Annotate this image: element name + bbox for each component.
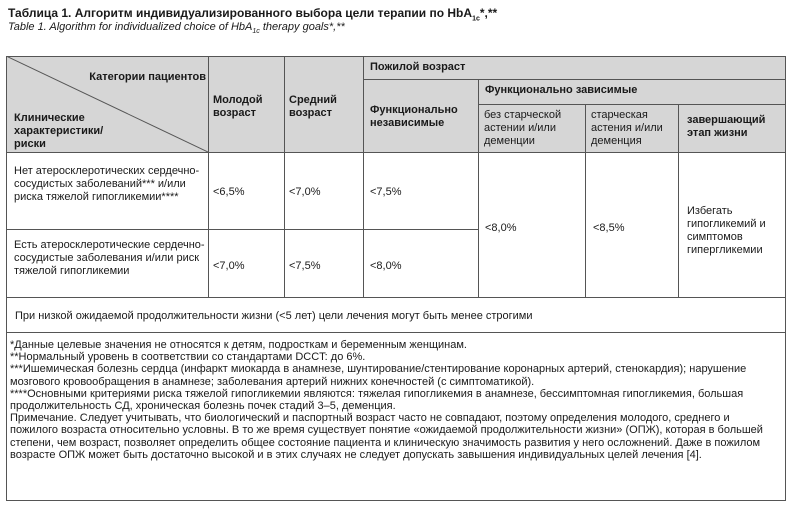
rule-col2 xyxy=(284,56,285,297)
rule-dependent xyxy=(478,104,786,105)
table-subtitle xyxy=(8,21,345,38)
row1-young: <6,5% xyxy=(213,186,245,198)
footnote-4: ****Основными критериями риска тяжелой гипогликемии являются: тяжелая гипогликемия в анамнезе, бессимптомная гипогликемия, большая продолжительность СД, хроническая болезнь почек стадий 3–5, деменция. xyxy=(10,387,744,413)
rule-header-bottom xyxy=(6,152,786,153)
row1-middle: <7,0% xyxy=(289,186,321,198)
row1-label: Нет атеросклеротических сердечно-сосудистых заболеваний*** и/или риска тяжелой гипогликемии**** xyxy=(14,165,200,203)
header-middle-age: Средний возраст xyxy=(289,94,337,119)
row1-independent: <7,5% xyxy=(370,186,402,198)
rule-note-bottom xyxy=(6,332,786,333)
title-subscript: 1c xyxy=(472,15,480,23)
header-young-age: Молодой возраст xyxy=(213,94,263,119)
subtitle-subscript: 1c xyxy=(252,28,260,36)
merged-no-frailty: <8,0% xyxy=(485,222,517,234)
footnote-note: Примечание. Следует учитывать, что биологический и паспортный возраст часто не совпадают, поэтому определения молодого, среднего и пожилого возраста относительно условны. В то же время существует понятие «ожидаемой продолжительности жизни» (ОПЖ), которая в большей степени, чем возраст, позволяет определить общее состояние пациента и клиническую значимость развития у него осложнений. Даже в пожилом возрасте ОПЖ может быть достаточно высокой и в этих случаях не следует допускать завышения индивидуальных целей лечения [4]. xyxy=(10,412,763,461)
rule-body-bottom xyxy=(6,297,786,298)
header-functionally-independent: Функционально независимые xyxy=(370,104,458,129)
footnote-3: ***Ишемическая болезнь сердца (инфаркт миокарда в анамнезе, шунтирование/стентирование коронарных артерий, стенокардия); нарушение мозгового кровообращения в анамнезе; заболевания артерий нижних конечностей (с симптоматикой). xyxy=(10,363,747,388)
header-end-of-life: завершающий этап жизни xyxy=(687,114,766,139)
footnote-1: *Данные целевые значения не относятся к детям, подросткам и беременным женщинам. xyxy=(10,339,467,351)
rule-col5 xyxy=(585,104,586,297)
rule-elderly xyxy=(363,79,786,80)
life-expectancy-note: При низкой ожидаемой продолжительности жизни (<5 лет) цели лечения могут быть менее строгими xyxy=(15,310,533,322)
rule-left xyxy=(6,56,7,501)
row2-label: Есть атеросклеротические сердечно-сосудистые заболевания и/или риск тяжелой гипогликемии xyxy=(14,239,205,277)
merged-end-of-life: Избегать гипогликемий и симптомов гипергликемии xyxy=(687,205,766,256)
subtitle-text: Table 1. Algorithm for individualized choice of HbA xyxy=(8,21,253,33)
header-elderly-age: Пожилой возраст xyxy=(370,61,466,73)
header-patient-categories: Категории пациентов xyxy=(89,71,206,83)
row2-middle: <7,5% xyxy=(289,260,321,272)
header-frailty: старческая астения и/или деменция xyxy=(591,109,663,147)
rule-right xyxy=(785,56,786,501)
rule-row-split xyxy=(6,229,478,230)
rule-col3 xyxy=(363,56,364,297)
subtitle-suffix: therapy goals*,** xyxy=(259,21,345,33)
header-no-frailty: без старческой астении и/или деменции xyxy=(484,109,562,147)
rule-col1 xyxy=(208,56,209,297)
header-clinical-characteristics: Клинические характеристики/риски xyxy=(14,112,104,150)
rule-col6 xyxy=(678,104,679,297)
title-text: Таблица 1. Алгоритм индивидуализированного выбора цели терапии по HbA xyxy=(8,6,473,20)
footnote-2: **Нормальный уровень в соответствии со стандартами DCCT: до 6%. xyxy=(10,351,366,364)
rule-bottom xyxy=(6,500,786,501)
header-functionally-dependent: Функционально зависимые xyxy=(485,84,638,96)
title-suffix: *,** xyxy=(479,6,498,20)
footnotes xyxy=(10,339,780,461)
row2-independent: <8,0% xyxy=(370,260,402,272)
rule-top xyxy=(6,56,786,57)
row2-young: <7,0% xyxy=(213,260,245,272)
rule-col4 xyxy=(478,79,479,297)
merged-frailty: <8,5% xyxy=(593,222,625,234)
